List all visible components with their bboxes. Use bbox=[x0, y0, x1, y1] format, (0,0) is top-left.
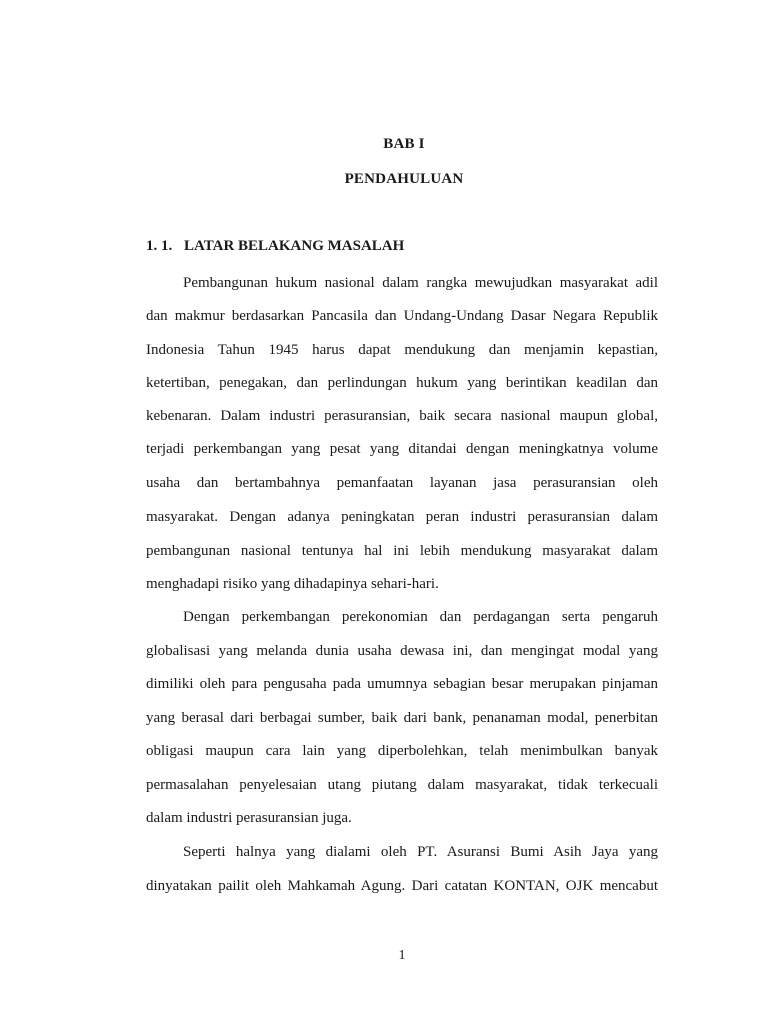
body-text-line: yang berasal dari berbagai sumber, baik dari bank, penanaman modal, penerbitan bbox=[146, 710, 658, 726]
section-number: 1. 1. bbox=[146, 238, 173, 254]
body-text-line: permasalahan penyelesaian utang piutang dalam masyarakat, tidak terkecuali bbox=[146, 777, 658, 793]
body-text-line: Pembangunan hukum nasional dalam rangka mewujudkan masyarakat adil bbox=[183, 275, 658, 291]
body-text-line: dinyatakan pailit oleh Mahkamah Agung. Dari catatan KONTAN, OJK mencabut bbox=[146, 878, 658, 894]
body-text-line: dimiliki oleh para pengusaha pada umumnya sebagian besar merupakan pinjaman bbox=[146, 676, 658, 692]
section-title: LATAR BELAKANG MASALAH bbox=[184, 238, 405, 254]
body-text-line: pembangunan nasional tentunya hal ini lebih mendukung masyarakat dalam bbox=[146, 543, 658, 559]
page-number: 1 bbox=[398, 948, 406, 963]
body-text-line: menghadapi risiko yang dihadapinya sehari-hari. bbox=[146, 576, 439, 592]
chapter-title: PENDAHULUAN bbox=[344, 171, 464, 187]
body-text-line: usaha dan bertambahnya pemanfaatan layanan jasa perasuransian oleh bbox=[146, 475, 658, 491]
body-text-line: Seperti halnya yang dialami oleh PT. Asuransi Bumi Asih Jaya yang bbox=[183, 844, 658, 860]
body-text-line: dalam industri perasuransian juga. bbox=[146, 810, 352, 826]
body-text-line: masyarakat. Dengan adanya peningkatan peran industri perasuransian dalam bbox=[146, 509, 658, 525]
body-text-line: globalisasi yang melanda dunia usaha dewasa ini, dan mengingat modal yang bbox=[146, 643, 658, 659]
body-text-line: obligasi maupun cara lain yang diperbolehkan, telah menimbulkan banyak bbox=[146, 743, 658, 759]
body-text-line: Dengan perkembangan perekonomian dan perdagangan serta pengaruh bbox=[183, 609, 658, 625]
body-text-line: kebenaran. Dalam industri perasuransian, baik secara nasional maupun global, bbox=[146, 408, 658, 424]
section-heading bbox=[146, 238, 404, 255]
chapter-number: BAB I bbox=[383, 136, 425, 152]
body-text-line: Indonesia Tahun 1945 harus dapat mendukung dan menjamin kepastian, bbox=[146, 342, 658, 358]
body-text-line: ketertiban, penegakan, dan perlindungan hukum yang berintikan keadilan dan bbox=[146, 375, 658, 391]
body-text-line: terjadi perkembangan yang pesat yang ditandai dengan meningkatnya volume bbox=[146, 441, 658, 457]
body-text-line: dan makmur berdasarkan Pancasila dan Undang-Undang Dasar Negara Republik bbox=[146, 308, 658, 324]
